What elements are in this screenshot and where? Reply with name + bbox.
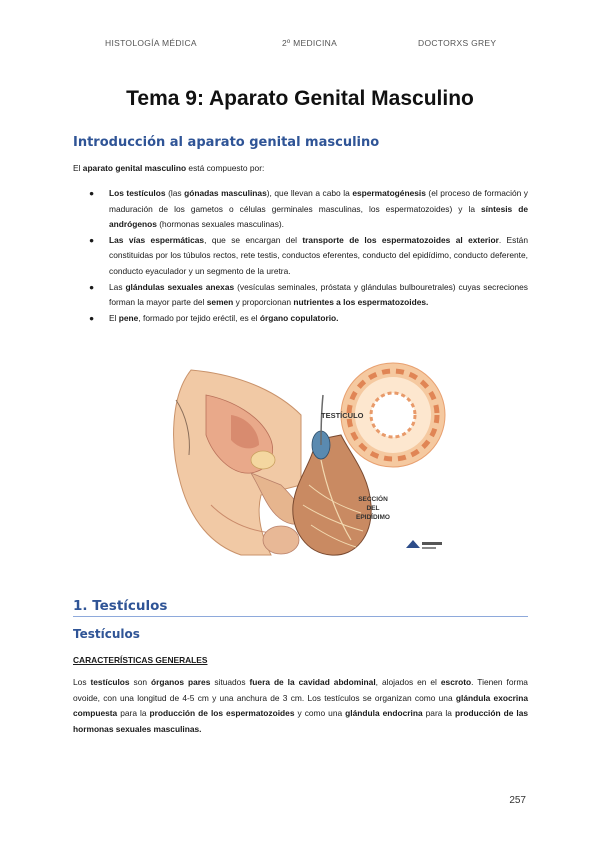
- list-item: ● Las glándulas sexuales anexas (vesículas seminales, próstata y glándulas bulbouretrales) cuyas secreciones forman la mayor parte del semen y proporcionan nutrientes a los espermatozoides.: [89, 281, 528, 308]
- list-item: ● Los testículos (las gónadas masculinas), que llevan a cabo la espermatogénesis (el proceso de formación y maduración de los gametos o células germinales masculinas, los espermatozoides) y la síntesis de andrógenos (hormonas sexuales masculinas).: [89, 188, 528, 230]
- section-divider: [73, 616, 528, 617]
- header-course: 2º MEDICINA: [282, 38, 338, 48]
- page-title: Tema 9: Aparato Genital Masculino: [126, 87, 474, 110]
- intro-lead: El aparato genital masculino está compuesto por:: [73, 163, 265, 173]
- list-item: ● Las vías espermáticas, que se encargan del transporte de los espermatozoides al exterior. Están constituidas por los túbulos rectos, rete testis, conductos eferentes, conducto del epidídimo, conducto deferente, conducto eyaculador y un segmento de la uretra.: [89, 234, 528, 276]
- label-seccion-1: SECCIÓN: [358, 496, 388, 503]
- page-number: 257: [509, 795, 526, 806]
- intro-heading: Introducción al aparato genital masculino: [73, 135, 380, 150]
- characteristics-heading: CARACTERÍSTICAS GENERALES: [73, 655, 208, 665]
- intro-bullet-list: [73, 186, 528, 326]
- label-seccion-2: DEL: [366, 505, 380, 512]
- header-author: DOCTORXS GREY: [418, 38, 497, 48]
- anatomy-figure: [151, 355, 450, 563]
- section-heading-testiculos: 1. Testículos: [73, 598, 168, 614]
- list-item: ● El pene, formado por tejido eréctil, es el órgano copulatorio.: [89, 312, 339, 323]
- label-seccion-3: EPIDÍDIMO: [356, 514, 390, 521]
- label-testiculo: TESTÍCULO: [321, 411, 364, 420]
- testiculos-paragraph: Los testículos son órganos pares situados fuera de la cavidad abdominal, alojados en el escroto. Tienen forma ovoide, con una longitud de 4-5 cm y una anchura de 3 cm. Los testículos se organizan como una glándula exocrina compuesta para la producción de los espermatozoides y como una glándula endocrina para la producción de las hormonas sexuales masculinas.: [73, 677, 529, 734]
- subheading-testiculos: Testículos: [73, 627, 140, 641]
- header-subject: HISTOLOGÍA MÉDICA: [105, 38, 197, 48]
